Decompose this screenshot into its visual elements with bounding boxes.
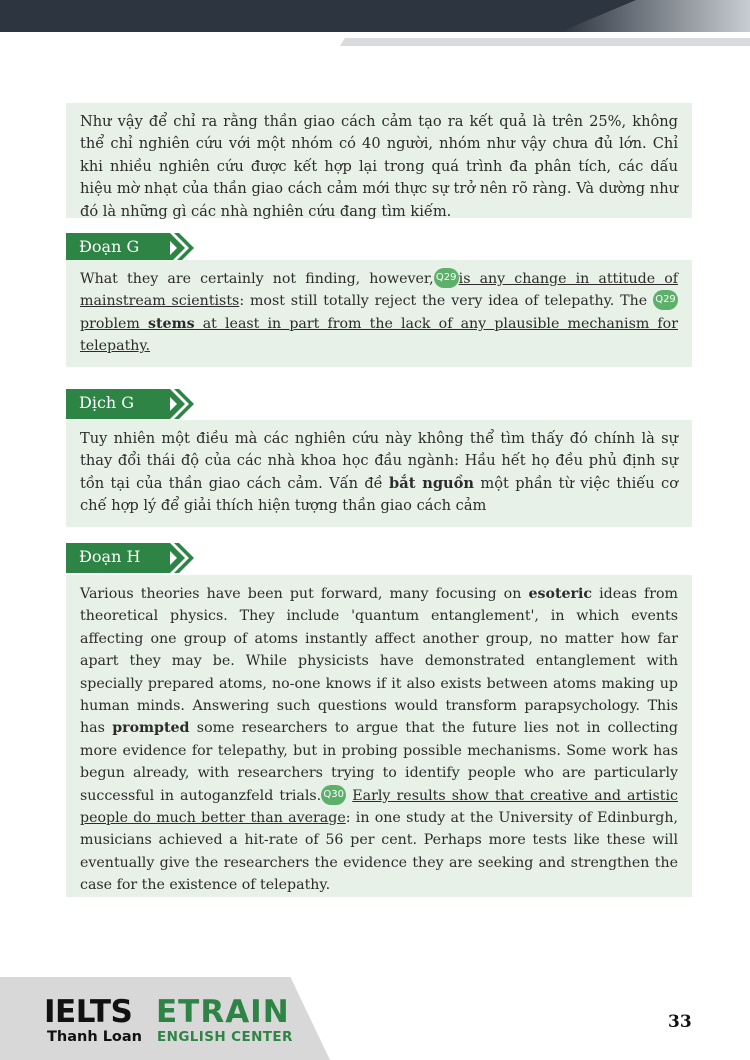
logo-thanh-loan: Thanh Loan — [47, 1029, 143, 1045]
section-h-paragraph — [66, 575, 692, 897]
chevron-stripes-icon — [162, 233, 200, 263]
text-run: at least in part from the lack of any plausible mechanism for telepathy. — [80, 315, 679, 355]
section-g-paragraph — [66, 260, 692, 358]
text-run: problem — [80, 315, 149, 332]
bold-keyword: prompted — [112, 720, 190, 737]
section-g-tab — [66, 233, 170, 263]
section-dich-g-tab — [66, 389, 170, 419]
section-h-title: Đoạn H — [79, 547, 141, 566]
section-dich-g-title: Dịch G — [79, 393, 135, 412]
text-run: What they are certainly not finding, however, — [80, 271, 434, 287]
top-gray-stripe — [340, 38, 750, 46]
question-badge-q30: Q30 — [321, 785, 346, 805]
text-run: Various theories have been put forward, many focusing on — [80, 586, 529, 602]
text-run: : most still totally reject the very idea of telepathy. The — [239, 293, 654, 310]
logo-etrain: ETRAIN — [156, 994, 290, 1030]
bold-keyword: stems — [148, 315, 195, 332]
section-g-title: Đoạn G — [79, 237, 140, 256]
section-h-tab — [66, 543, 170, 573]
section-g-box — [66, 260, 692, 367]
underlined-answer: is any change in attitude of mainstream scientists — [80, 271, 678, 310]
section-dich-g-paragraph — [66, 420, 692, 518]
text-run: một phần từ việc thiếu cơ chế hợp lý để giải thích hiện tượng thần giao cách cảm — [80, 474, 678, 515]
page-number: 33 — [668, 1012, 692, 1032]
chevron-stripes-icon — [162, 543, 200, 573]
question-badge-q29: Q29 — [434, 268, 459, 288]
section-dich-g-box — [66, 420, 692, 527]
section-h-header — [66, 543, 200, 573]
bold-keyword: esoteric — [528, 586, 593, 602]
underlined-answer: Early results show that creative and artistic people do much better than average — [80, 787, 678, 827]
section-g-header — [66, 233, 200, 263]
section-h-box — [66, 575, 692, 897]
chevron-stripes-icon — [162, 389, 200, 419]
bold-keyword: bắt nguồn — [389, 474, 475, 492]
text-run: : in one study at the University of Edinburgh, musicians achieved a hit-rate of 56 per cent. Perhaps more tests like these will eventually give the researchers the evidence they are seeking and strengthen the case for the existence of telepathy. — [80, 810, 679, 894]
logo-english-center: ENGLISH CENTER — [157, 1029, 293, 1045]
text-run: some researchers to argue that the future lies not in collecting more evidence for telepathy, but in probing possible mechanisms. Some work has begun already, with researchers trying to identify people who are particularly successful in autoganzfeld trials. — [80, 720, 679, 804]
text-run: Tuy nhiên một điều mà các nghiên cứu này không thể tìm thấy đó chính là sự thay đổi thái độ của các nhà khoa học đầu ngành: Hầu hết họ đều phủ định sự tồn tại của thần giao cách cảm. Vấn đề — [80, 430, 678, 492]
logo-ielts: IELTS — [44, 994, 133, 1030]
section-dich-g-header — [66, 389, 200, 419]
text-run: ideas from theoretical physics. They include 'quantum entanglement', in which events affecting one group of atoms instantly affect another group, no matter how far apart they may be. While physicists have demonstrated entanglement with specially prepared atoms, no-one knows if it also exists between atoms making up human minds. Answering such questions would transform parapsychology. This has — [80, 586, 679, 737]
intro-paragraph-box — [66, 103, 692, 218]
question-badge-q29-second: Q29 — [653, 290, 678, 310]
intro-paragraph: Như vậy để chỉ ra rằng thần giao cách cảm tạo ra kết quả là trên 25%, không thể chỉ nghiên cứu với một nhóm có 40 người, nhóm như vậy chưa đủ lớn. Chỉ khi nhiều nghiên cứu được kết hợp lại trong quá trình đa phân tích, các dấu hiệu mờ nhạt của thần giao cách cảm mới thực sự trở nên rõ ràng. Và dường như đó là những gì các nhà nghiên cứu đang tìm kiếm. — [80, 113, 678, 220]
underlined-answer — [80, 316, 678, 354]
